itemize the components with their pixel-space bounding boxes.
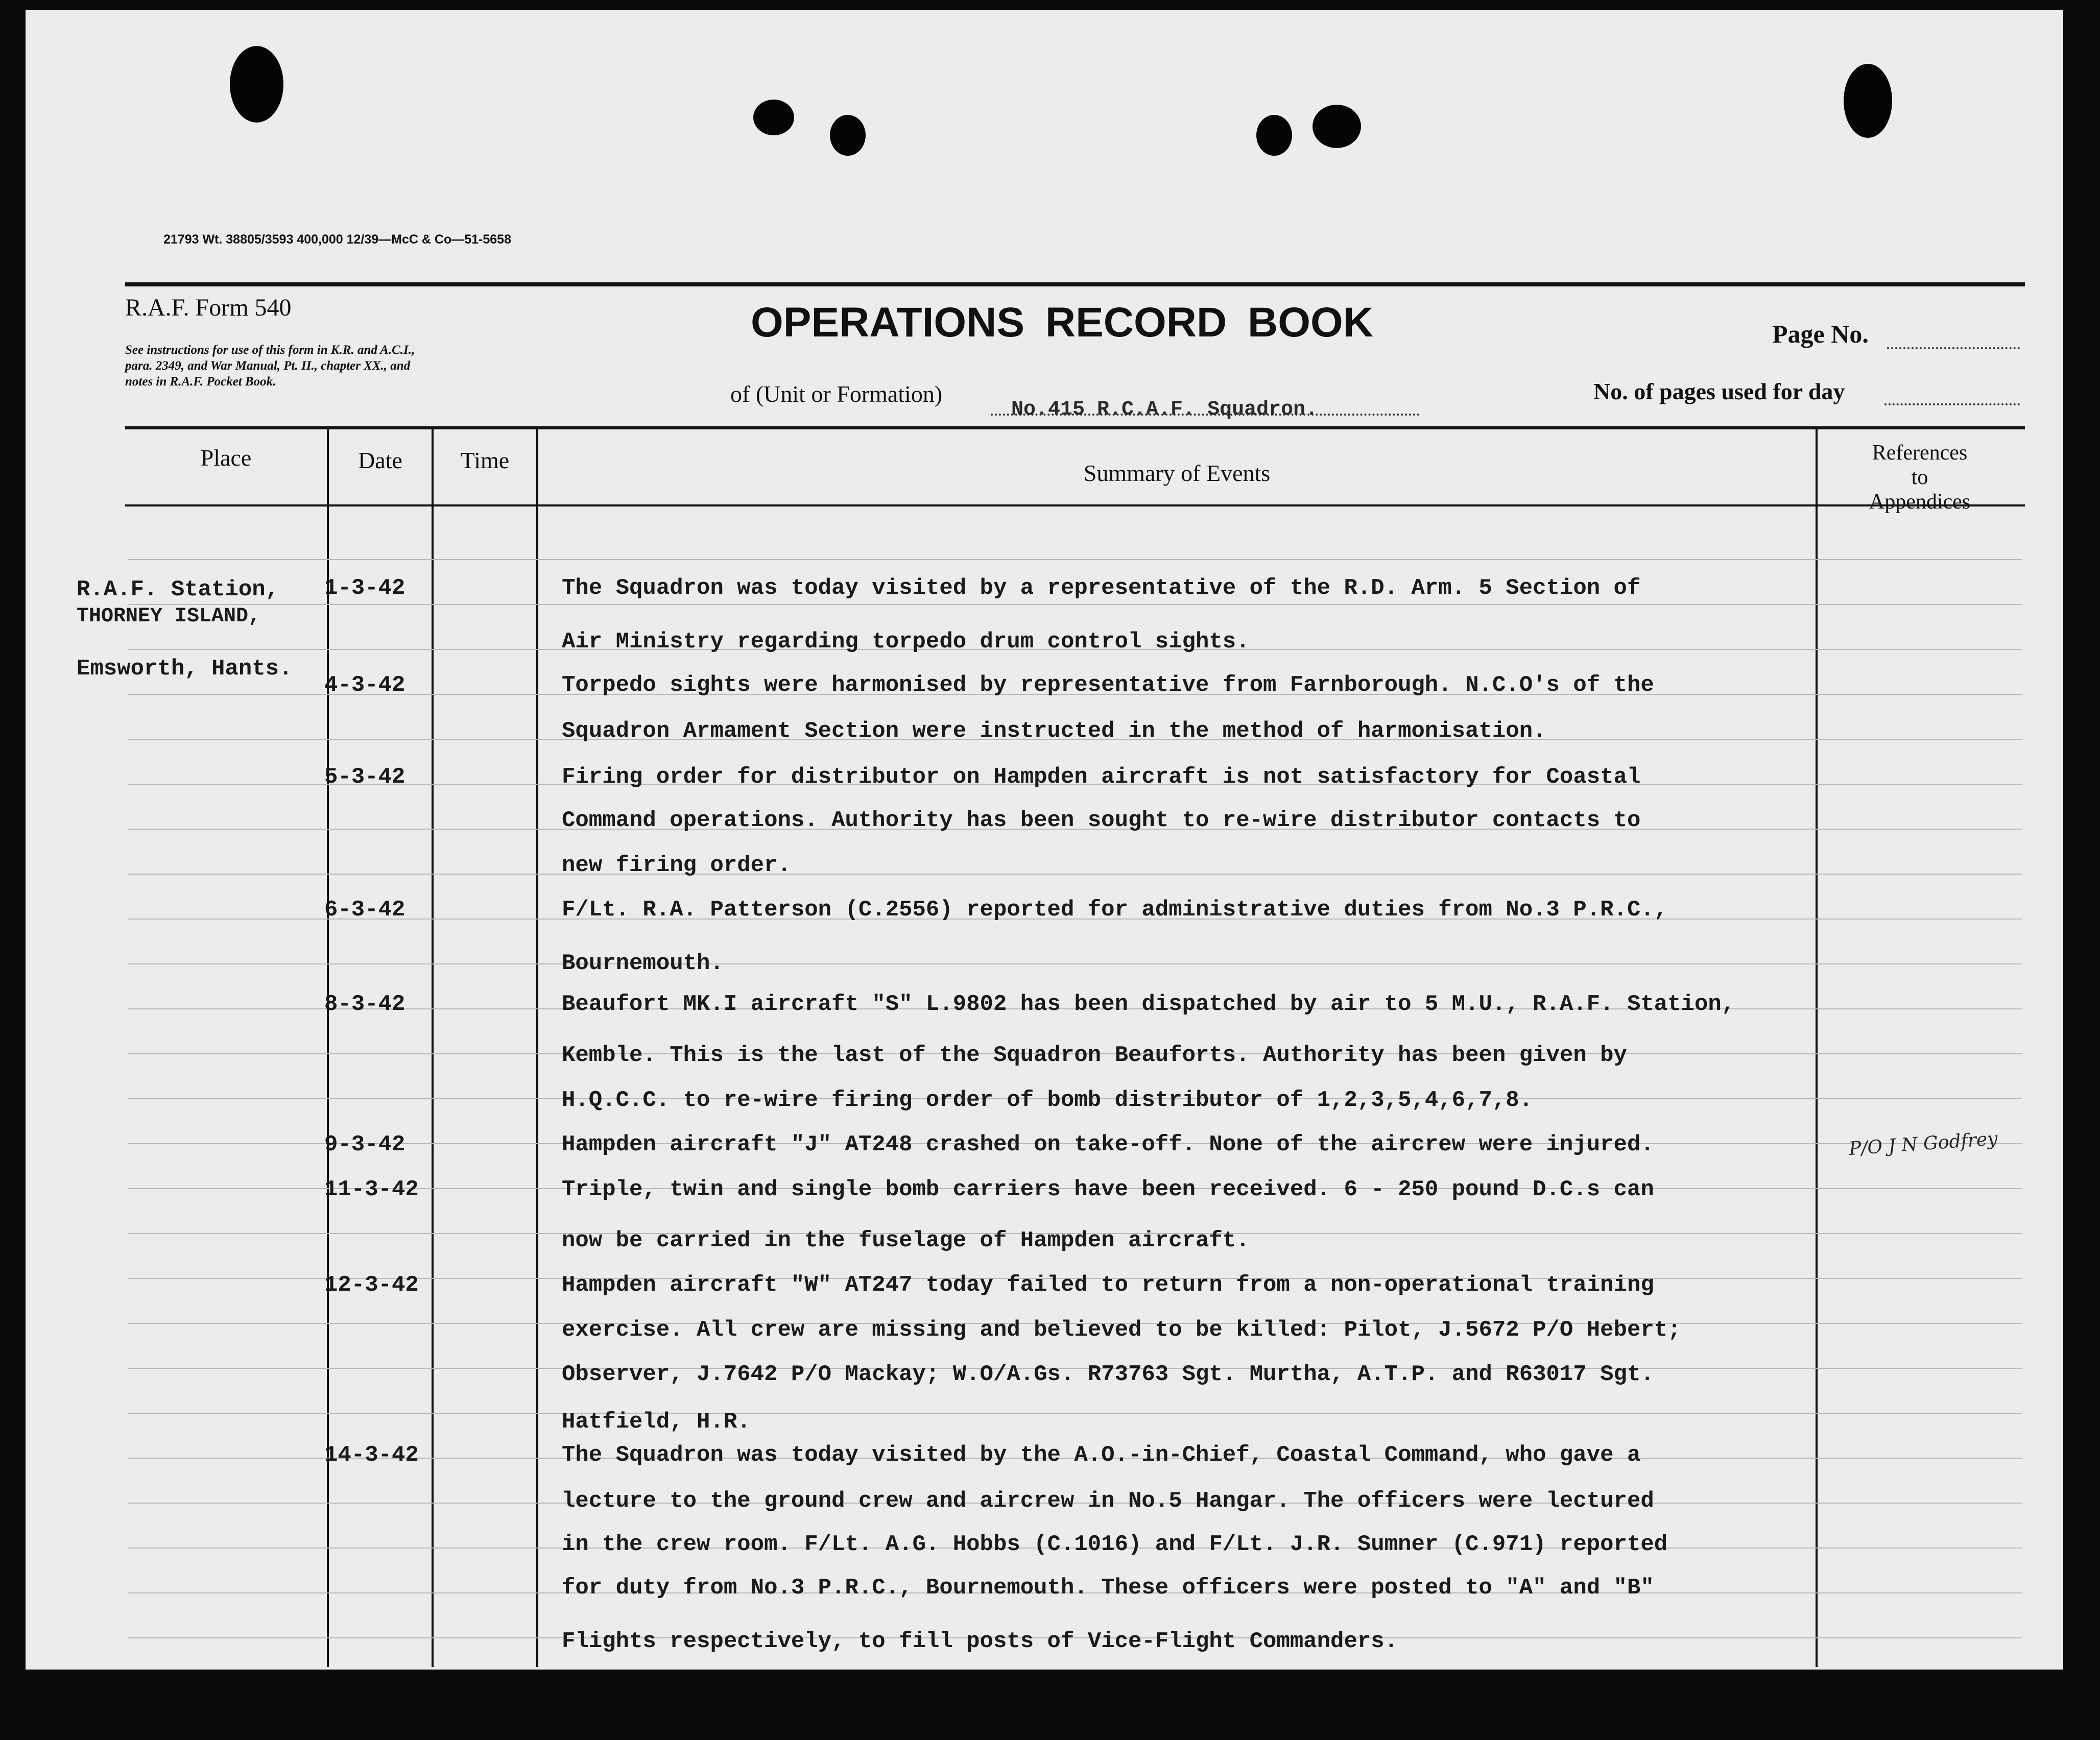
punch-hole	[1312, 105, 1361, 148]
summary-line: for duty from No.3 P.R.C., Bournemouth. These officers were posted to "A" and "B"	[562, 1575, 1654, 1601]
column-header-date: Date	[358, 447, 402, 473]
ruled-line	[128, 874, 2022, 875]
summary-line: H.Q.C.C. to re-wire firing order of bomb distributor of 1,2,3,5,4,6,7,8.	[562, 1088, 1533, 1113]
summary-line: Air Ministry regarding torpedo drum control sights.	[562, 629, 1250, 655]
place-entry: Emsworth, Hants.	[77, 656, 293, 682]
summary-line: The Squadron was today visited by the A.O.-in-Chief, Coastal Command, who gave a	[562, 1442, 1641, 1468]
place-entry: THORNEY ISLAND,	[77, 605, 261, 628]
references-line: Appendices	[1869, 490, 1971, 514]
column-header-rule	[125, 504, 2025, 506]
date-entry: 8-3-42	[324, 992, 405, 1017]
column-header-references	[1818, 441, 2022, 514]
unit-label: of (Unit or Formation)	[730, 381, 943, 407]
pages-used-line	[1884, 403, 2020, 405]
ruled-line	[128, 604, 2022, 605]
summary-line: F/Lt. R.A. Patterson (C.2556) reported for administrative duties from No.3 P.R.C.,	[562, 897, 1668, 923]
column-divider	[1816, 426, 1818, 1667]
summary-line: Firing order for distributor on Hampden aircraft is not satisfactory for Coastal	[562, 764, 1641, 790]
references-line: to	[1911, 466, 1928, 489]
punch-hole	[230, 46, 283, 123]
date-entry: 6-3-42	[324, 897, 405, 923]
page-no-label: Page No.	[1772, 320, 1869, 348]
summary-line: Hampden aircraft "W" AT247 today failed to return from a non-operational training	[562, 1272, 1654, 1298]
column-divider	[432, 426, 434, 1667]
ruled-line	[128, 1413, 2022, 1414]
pages-used-label: No. of pages used for day	[1593, 378, 1845, 404]
column-header-time: Time	[460, 447, 510, 473]
column-header-place: Place	[200, 445, 252, 471]
unit-value: No.415 R.C.A.F. Squadron.	[1011, 398, 1318, 421]
ruled-line	[128, 963, 2022, 964]
punch-hole	[1844, 64, 1892, 138]
appendix-note: P/O J N Godfrey	[1848, 1128, 1998, 1160]
references-line: References	[1872, 441, 1968, 465]
date-entry: 1-3-42	[324, 575, 405, 601]
column-header-summary: Summary of Events	[1083, 460, 1271, 486]
form-sheet	[26, 10, 2063, 1670]
summary-line: now be carried in the fuselage of Hampden aircraft.	[562, 1228, 1250, 1253]
summary-line: Hatfield, H.R.	[562, 1409, 751, 1435]
punch-hole	[1256, 115, 1292, 156]
place-entry: R.A.F. Station,	[77, 577, 279, 602]
summary-line: Beaufort MK.I aircraft "S" L.9802 has been dispatched by air to 5 M.U., R.A.F. Station,	[562, 992, 1735, 1017]
header-rule	[125, 282, 2025, 286]
column-divider	[536, 426, 538, 1667]
date-entry: 12-3-42	[324, 1272, 419, 1298]
summary-line: Squadron Armament Section were instructed in the method of harmonisation.	[562, 718, 1546, 744]
date-entry: 9-3-42	[324, 1132, 405, 1157]
summary-line: lecture to the ground crew and aircrew in No.5 Hangar. The officers were lectured	[562, 1488, 1654, 1514]
summary-line: Kemble. This is the last of the Squadron Beauforts. Authority has been given by	[562, 1043, 1627, 1068]
page-no-line	[1887, 347, 2020, 349]
date-entry: 5-3-42	[324, 764, 405, 790]
print-code: 21793 Wt. 38805/3593 400,000 12/39—McC & Co—51-5658	[163, 232, 511, 247]
date-entry: 14-3-42	[324, 1442, 419, 1468]
summary-line: The Squadron was today visited by a representative of the R.D. Arm. 5 Section of	[562, 575, 1641, 601]
ruled-line	[128, 559, 2022, 560]
form-name: R.A.F. Form 540	[125, 294, 292, 321]
summary-line: Hampden aircraft "J" AT248 crashed on take-off. None of the aircrew were injured.	[562, 1132, 1654, 1157]
punch-hole	[753, 100, 794, 135]
instruction-line: notes in R.A.F. Pocket Book.	[125, 375, 276, 389]
instructions	[125, 342, 415, 390]
summary-line: Observer, J.7642 P/O Mackay; W.O/A.Gs. R73763 Sgt. Murtha, A.T.P. and R63017 Sgt.	[562, 1362, 1654, 1387]
summary-line: exercise. All crew are missing and believed to be killed: Pilot, J.5672 P/O Hebert;	[562, 1317, 1681, 1343]
column-divider	[327, 426, 329, 1667]
summary-line: Torpedo sights were harmonised by representative from Farnborough. N.C.O's of the	[562, 672, 1654, 698]
date-entry: 11-3-42	[324, 1177, 419, 1202]
page-title: OPERATIONS RECORD BOOK	[751, 299, 1373, 346]
table-top-rule	[125, 426, 2025, 429]
summary-line: Flights respectively, to fill posts of Vice-Flight Commanders.	[562, 1629, 1398, 1654]
summary-line: Triple, twin and single bomb carriers have been received. 6 - 250 pound D.C.s can	[562, 1177, 1654, 1202]
date-entry: 4-3-42	[324, 672, 405, 698]
summary-line: Command operations. Authority has been sought to re-wire distributor contacts to	[562, 808, 1641, 833]
summary-line: new firing order.	[562, 853, 791, 878]
summary-line: in the crew room. F/Lt. A.G. Hobbs (C.1016) and F/Lt. J.R. Sumner (C.971) reported	[562, 1532, 1668, 1557]
instruction-line: See instructions for use of this form in K.R. and A.C.I.,	[125, 343, 415, 357]
instruction-line: para. 2349, and War Manual, Pt. II., chapter XX., and	[125, 359, 411, 373]
punch-hole	[830, 115, 866, 156]
summary-line: Bournemouth.	[562, 951, 724, 976]
